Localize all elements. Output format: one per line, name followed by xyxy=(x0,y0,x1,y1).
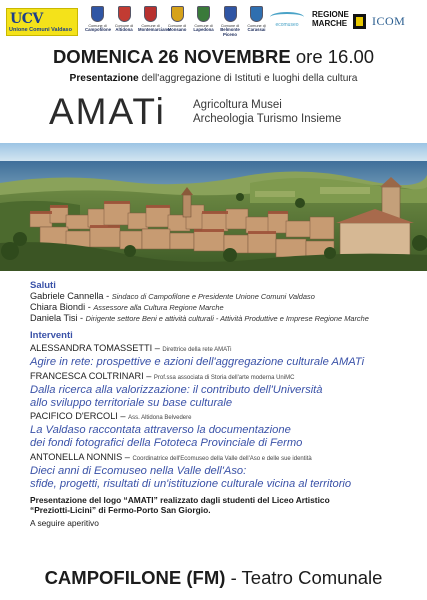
logo-strip xyxy=(0,0,427,44)
intervento xyxy=(30,371,425,410)
ucv-mark: UCV xyxy=(10,11,43,27)
talk-title-line-1: Dieci anni di Ecomuseo nella Valle dell'Aso: xyxy=(30,464,247,477)
crest-name: Monsano xyxy=(167,27,187,33)
intervento xyxy=(30,343,425,369)
speaker-line: ANTONELLA NONNIS – Coordinatrice dell'Ecomuseo della Valle dell'Aso e delle sue identità xyxy=(30,451,312,462)
project-name: AMATi xyxy=(49,91,166,132)
talk-title-line-1: Dalla ricerca alla valorizzazione: il contributo dell'Università xyxy=(30,383,323,396)
closing-line-2: “Preziotti-Licini” di Fermo-Porto San Giorgio. xyxy=(30,505,211,516)
intervento xyxy=(30,452,425,491)
crest-prefix: Comune di xyxy=(194,24,213,28)
regione-line-2: MARCHE xyxy=(312,19,348,28)
crest-shield-icon xyxy=(118,6,131,22)
saluti-heading: Saluti xyxy=(30,280,56,291)
regione-badge-icon xyxy=(353,14,366,29)
talk-title-line-2: dei fondi fotografici della Fototeca Provinciale di Fermo xyxy=(30,437,303,450)
project-tagline xyxy=(193,99,341,126)
crest-caption xyxy=(244,24,269,33)
talk-title-line-2: allo sviluppo territoriale su base culturale xyxy=(30,396,233,409)
crest-caption xyxy=(191,24,216,33)
saluto-name: Gabriele Cannella xyxy=(30,291,104,301)
speaker-name: FRANCESCA COLTRINARI xyxy=(30,370,144,381)
interventi-heading: Interventi xyxy=(30,330,73,341)
venue-footer xyxy=(0,567,427,589)
municipality-crest xyxy=(244,6,269,33)
crest-name: Belmonte Piceno xyxy=(220,27,240,37)
speaker-line: PACIFICO D'ERCOLI – Ass. Altidona Belvedere xyxy=(30,411,192,422)
regione-line-1: REGIONE xyxy=(312,10,349,19)
interventi-list xyxy=(30,343,425,491)
talk-title-line-2: sfide, progetti, risultati di un'istituzione culturale vicina al territorio xyxy=(30,477,352,490)
speaker-role: Coordinatrice dell'Ecomuseo della Valle dell'Aso e delle sue identità xyxy=(132,455,312,462)
crest-caption xyxy=(165,24,190,33)
tagline-line-1: Agricoltura Musei xyxy=(193,99,282,111)
crest-caption xyxy=(112,24,137,33)
crest-prefix: Comune di xyxy=(88,24,107,28)
crest-name: Altidona xyxy=(115,27,133,33)
saluto-name: Chiara Biondi xyxy=(30,302,86,312)
crest-shield-icon xyxy=(197,6,210,22)
ucv-text: Unione Comuni Valdaso xyxy=(9,27,72,33)
crest-prefix: Comune di xyxy=(114,24,134,28)
presentation-line xyxy=(0,73,427,84)
talk-title-line-1: La Valdaso raccontata attraverso la documentazione xyxy=(30,424,291,437)
speaker-line: FRANCESCA COLTRINARI – Prof.ssa associata di Storia dell'arte moderna UniMC xyxy=(30,370,295,381)
crest-shield-icon xyxy=(91,6,104,22)
closing-note xyxy=(30,495,425,516)
presentation-bold: Presentazione xyxy=(69,73,139,84)
village-landscape-photo xyxy=(0,143,427,271)
saluto-row: Chiara Biondi - Assessore alla Cultura Regione Marche xyxy=(30,302,224,312)
crest-caption xyxy=(85,24,110,33)
crest-name: Campofilone xyxy=(85,27,112,33)
speaker-name: ANTONELLA NONNIS xyxy=(30,451,123,462)
intervento xyxy=(30,411,425,450)
crest-prefix: Comune di xyxy=(247,24,266,28)
crest-caption xyxy=(138,24,170,33)
saluto-name: Daniela Tisi xyxy=(30,313,78,323)
speaker-line: ALESSANDRA TOMASSETTI – Direttrice della rete AMATi xyxy=(30,343,232,353)
crest-caption xyxy=(218,24,243,37)
speaker-name: ALESSANDRA TOMASSETTI xyxy=(30,343,153,353)
municipality-crest xyxy=(85,6,110,33)
municipality-crest xyxy=(218,6,243,37)
crest-prefix: Comune di xyxy=(220,24,240,28)
ecomuseo-logo: ecomuseo xyxy=(270,12,304,32)
crest-shield-icon xyxy=(250,6,263,22)
crest-shield-icon xyxy=(224,6,237,22)
crest-name: Lapedona xyxy=(193,27,214,33)
event-date-time xyxy=(0,46,427,68)
municipality-crest xyxy=(112,6,137,33)
speaker-role: Prof.ssa associata di Storia dell'arte moderna UniMC xyxy=(153,374,295,381)
presentation-rest: dell'aggregazione di Istituti e luoghi della cultura xyxy=(138,73,358,84)
municipality-crest xyxy=(165,6,190,33)
regione-marche-logo xyxy=(312,10,368,34)
unione-comuni-valdaso-logo xyxy=(6,8,78,36)
saluto-role: Sindaco di Campofilone e Presidente Unione Comuni Valdaso xyxy=(111,292,315,301)
crest-name: Montemarciano xyxy=(138,27,170,33)
icom-logo: ICOM xyxy=(372,14,406,28)
crest-shield-icon xyxy=(144,6,157,22)
speaker-role: Direttrice della rete AMATi xyxy=(162,347,232,353)
crest-prefix: Comune di xyxy=(141,24,160,28)
crest-shield-icon xyxy=(171,6,184,22)
speaker-name: PACIFICO D'ERCOLI xyxy=(30,411,118,422)
saluto-role: Assessore alla Cultura Regione Marche xyxy=(93,303,224,312)
talk-title-line-1: Agire in rete: prospettive e azioni dell'aggregazione culturale AMATi xyxy=(30,356,365,368)
event-date: DOMENICA 26 NOVEMBRE xyxy=(52,46,291,67)
saluto-row: Daniela Tisi - Dirigente settore Beni e attività culturali - Attività Produttive e Imprese Regione Marche xyxy=(30,313,369,323)
saluto-row: Gabriele Cannella - Sindaco di Campofilone e Presidente Unione Comuni Valdaso xyxy=(30,291,315,301)
closing-line-1: Presentazione del logo “AMATI” realizzato dagli studenti del Liceo Artistico xyxy=(30,494,330,505)
program xyxy=(30,280,425,529)
venue-name: - Teatro Comunale xyxy=(225,567,383,588)
crest-name: Carassai xyxy=(247,27,266,33)
tagline-line-2: Archeologia Turismo Insieme xyxy=(193,112,342,125)
event-time: ore 16.00 xyxy=(290,46,375,67)
speaker-role: Ass. Altidona Belvedere xyxy=(128,415,192,422)
aperitivo-note: A seguire aperitivo xyxy=(30,517,99,528)
saluto-role: Dirigente settore Beni e attività culturali - Attività Produttive e Imprese Regione Marche xyxy=(85,314,369,323)
municipality-crest xyxy=(138,6,170,33)
saluti-list xyxy=(30,291,425,324)
venue-place: CAMPOFILONE (FM) xyxy=(44,567,226,588)
crest-prefix: Comune di xyxy=(167,24,187,28)
municipality-crest xyxy=(191,6,216,33)
